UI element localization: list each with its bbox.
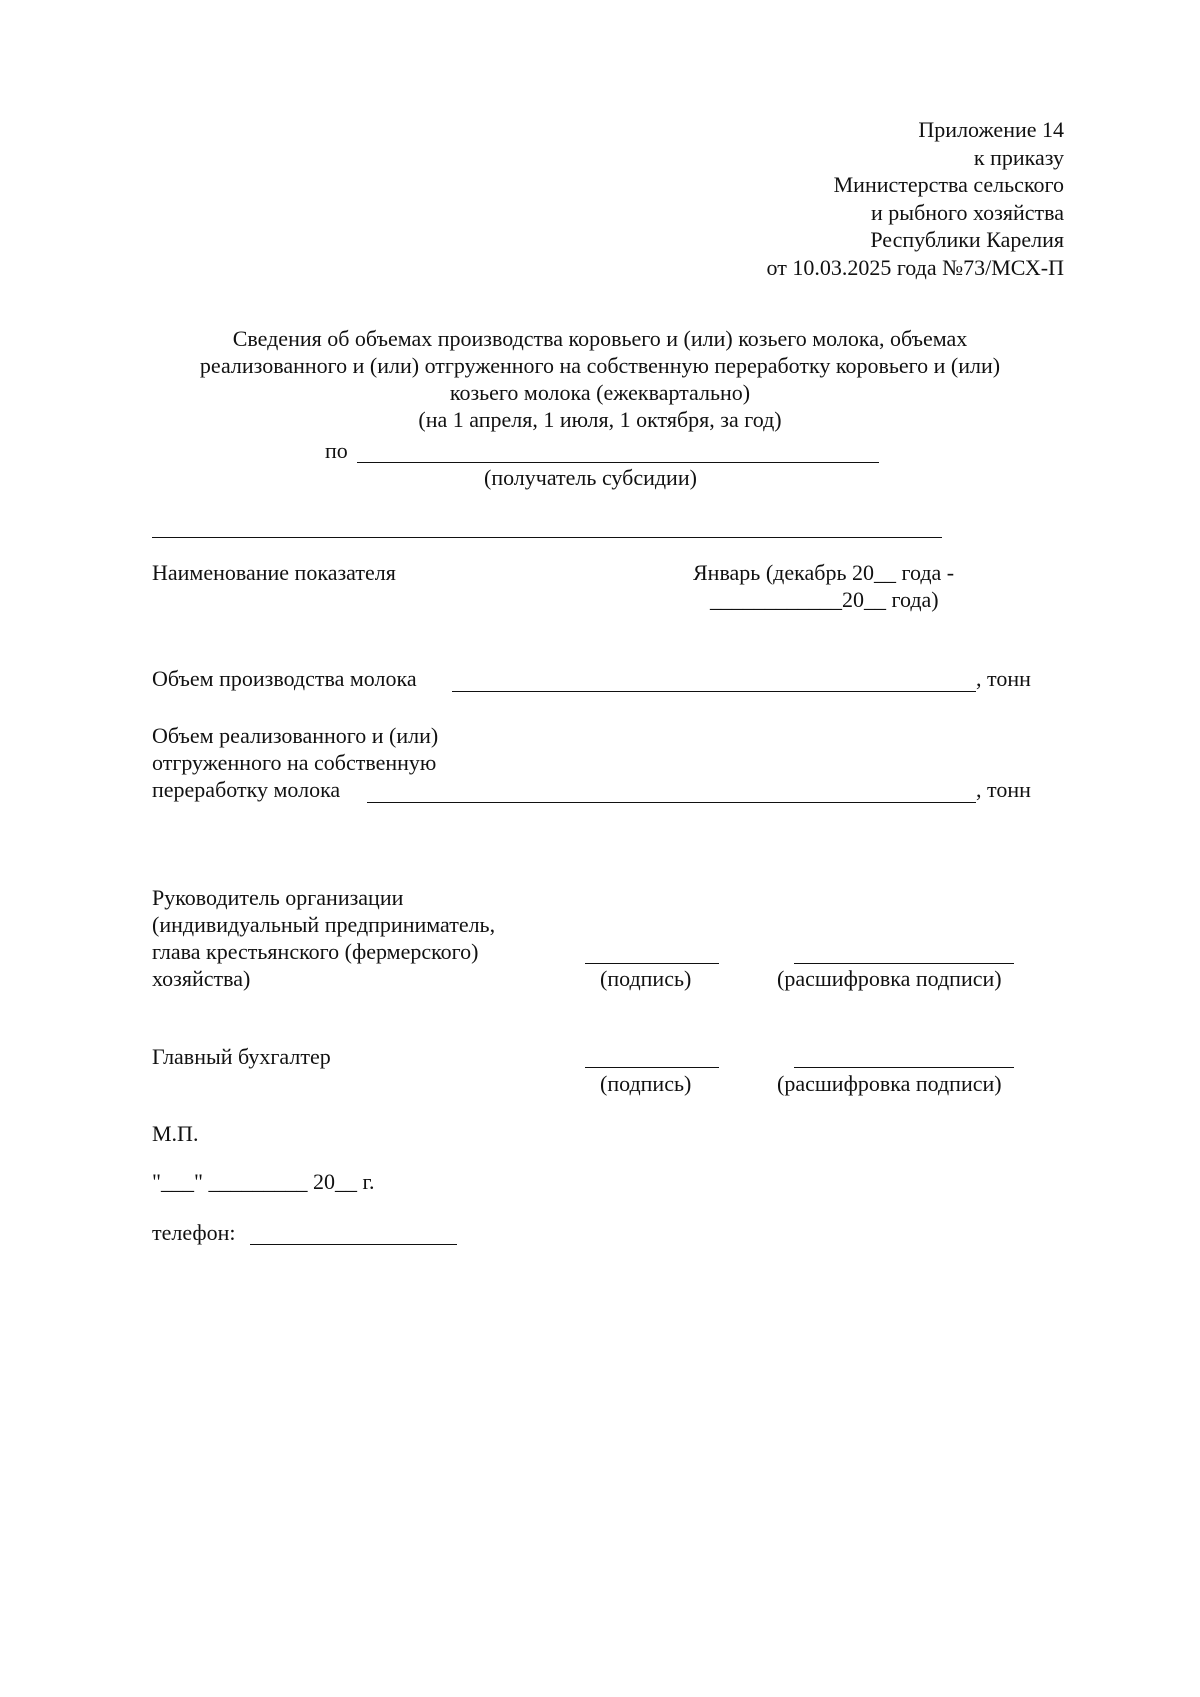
period-header-line1: Январь (декабрь 20__ года - [693,560,955,585]
title-line: Сведения об объемах производства коровьего и (или) козьего молока, объемах [232,326,968,351]
title-line: реализованного и (или) отгруженного на собственную переработку коровьего и (или) [199,353,1001,378]
sold-label-line: переработку молока [152,777,341,802]
document-title [0,325,1200,433]
stamp-place-label: М.П. [152,1121,199,1146]
sold-unit: , тонн [976,777,1031,802]
production-unit: , тонн [976,666,1031,691]
recipient-caption: (получатель субсидии) [484,465,697,490]
title-line: (на 1 апреля, 1 июля, 1 октября, за год) [418,407,782,432]
head-label-line: хозяйства) [152,966,251,991]
indicator-header: Наименование показателя [152,560,396,585]
accountant-signature-blank[interactable] [585,1067,719,1068]
header-line: Приложение 14 [918,117,1064,142]
head-of-organization-label [152,884,495,992]
sold-label-line: отгруженного на собственную [152,750,437,775]
sold-label-line: Объем реализованного и (или) [152,723,439,748]
chief-accountant-label: Главный бухгалтер [152,1044,331,1069]
head-signature-caption: (подпись) [600,966,692,991]
accountant-decoding-caption: (расшифровка подписи) [777,1071,1002,1096]
head-label-line: Руководитель организации [152,885,404,910]
header-line: от 10.03.2025 года №73/МСХ-П [766,254,1064,280]
head-label-line: (индивидуальный предприниматель, [152,912,496,937]
header-line: Министерства сельского [833,172,1064,197]
recipient-blank-line[interactable] [357,462,879,463]
sold-label [152,722,438,803]
date-line[interactable]: "___" _________ 20__ г. [152,1169,375,1194]
production-label: Объем производства молока [152,666,417,691]
head-signature-blank[interactable] [585,963,719,964]
phone-blank[interactable] [250,1244,457,1245]
separator-line [152,537,942,538]
header-line: и рыбного хозяйства [871,199,1064,225]
accountant-signature-caption: (подпись) [600,1071,692,1096]
head-decoding-caption: (расшифровка подписи) [777,966,1002,991]
head-decoding-blank[interactable] [794,963,1014,964]
accountant-decoding-blank[interactable] [794,1067,1014,1068]
po-label: по [325,438,348,463]
title-line: козьего молока (ежеквартально) [449,380,751,405]
period-header-line2: ____________20__ года) [710,587,939,612]
production-value-blank[interactable] [452,691,976,692]
header-line: Республики Карелия [870,227,1064,252]
sold-value-blank[interactable] [367,802,976,803]
head-label-line: глава крестьянского (фермерского) [152,939,479,964]
header-line: к приказу [973,144,1064,170]
appendix-header [767,116,1065,281]
phone-label: телефон: [152,1220,236,1245]
